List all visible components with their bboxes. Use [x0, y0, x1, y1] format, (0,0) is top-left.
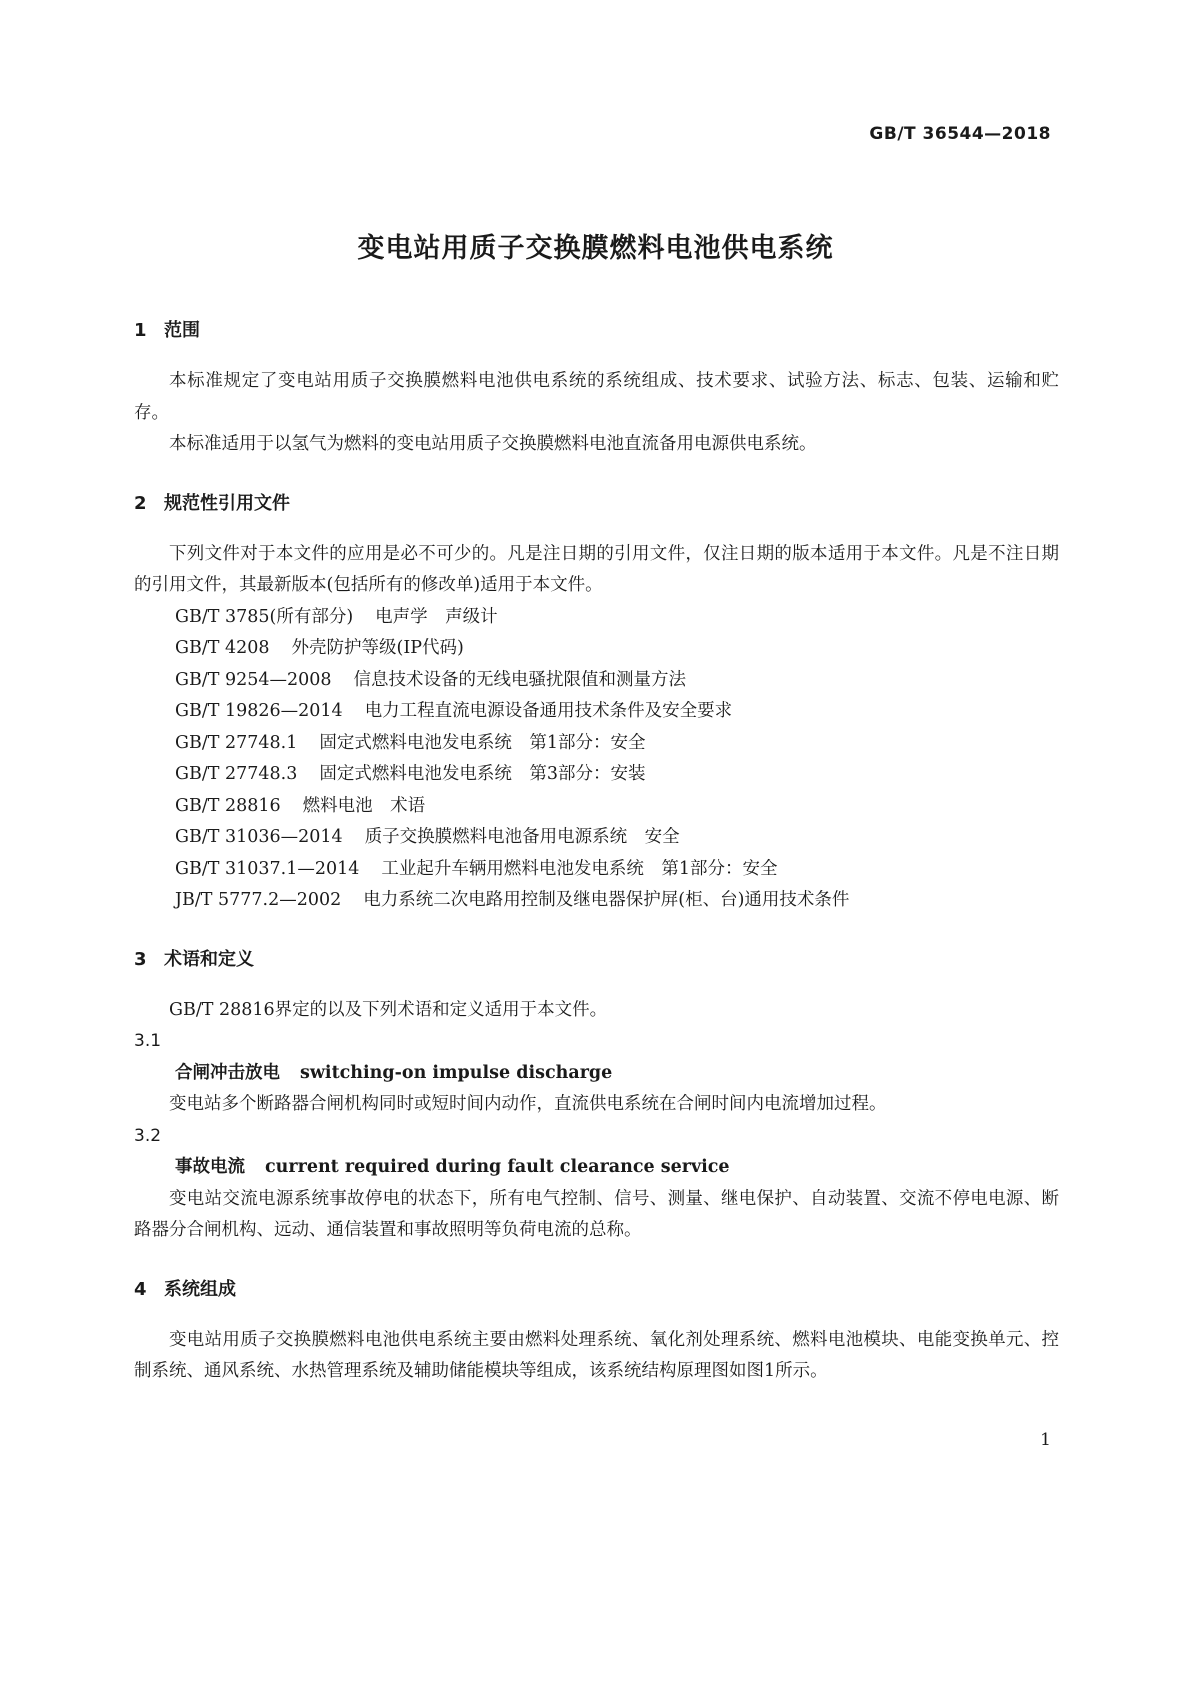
- section-number: 4: [134, 1278, 147, 1300]
- reference-item: [134, 791, 1059, 823]
- reference-code: GB/T 4208: [175, 638, 270, 658]
- reference-title: 电力系统二次电路用控制及继电器保护屏(柜、台)通用技术条件: [363, 890, 850, 910]
- reference-title: 电声学 声级计: [375, 606, 498, 627]
- section-number: 3: [134, 948, 147, 970]
- reference-title: 电力工程直流电源设备通用技术条件及安全要求: [364, 701, 733, 721]
- section-title: 系统组成: [164, 1278, 236, 1300]
- term-definition: 变电站多个断路器合闸机构同时或短时间内动作，直流供电系统在合闸时间内电流增加过程。: [169, 1094, 887, 1114]
- term-name-en: switching-on impulse discharge: [300, 1062, 613, 1083]
- page-number: 1: [1040, 1430, 1051, 1450]
- reference-item: [134, 854, 1059, 886]
- term-name-cn: 事故电流: [175, 1157, 245, 1177]
- term-number: 3.1: [134, 1031, 162, 1051]
- reference-title: 固定式燃料电池发电系统 第3部分：安装: [319, 764, 646, 784]
- reference-item: [134, 696, 1059, 728]
- reference-code: GB/T 19826—2014: [175, 701, 343, 721]
- reference-title: 固定式燃料电池发电系统 第1部分：安全: [319, 732, 646, 753]
- reference-title: 外壳防护等级(IP代码): [291, 638, 464, 658]
- section-heading: [134, 318, 1059, 344]
- section-title: 术语和定义: [164, 948, 254, 970]
- paragraph: 下列文件对于本文件的应用是必不可少的。凡是注日期的引用文件，仅注日期的版本适用于本文件。凡是不注日期的引用文件，其最新版本(包括所有的修改单)适用于本文件。: [134, 543, 1059, 595]
- paragraph: 变电站用质子交换膜燃料电池供电系统主要由燃料处理系统、氧化剂处理系统、燃料电池模块、电能变换单元、控制系统、通风系统、水热管理系统及辅助储能模块等组成，该系统结构原理图如图1所示。: [134, 1329, 1059, 1381]
- section-heading: [134, 947, 1059, 973]
- reference-item: [134, 665, 1059, 697]
- section-heading: [134, 491, 1059, 517]
- reference-title: 质子交换膜燃料电池备用电源系统 安全: [364, 827, 680, 847]
- term-name: [134, 1058, 1059, 1090]
- paragraph: 本标准规定了变电站用质子交换膜燃料电池供电系统的系统组成、技术要求、试验方法、标志、包装、运输和贮存。: [134, 371, 1059, 423]
- reference-code: GB/T 28816: [175, 795, 281, 816]
- reference-code: GB/T 27748.3: [175, 764, 298, 784]
- reference-item: [134, 885, 1059, 917]
- reference-code: JB/T 5777.2—2002: [175, 890, 342, 910]
- term-name: [134, 1152, 1059, 1184]
- reference-code: GB/T 27748.1: [175, 732, 298, 753]
- reference-code: GB/T 9254—2008: [175, 669, 332, 690]
- paragraph: GB/T 28816界定的以及下列术语和定义适用于本文件。: [169, 999, 608, 1020]
- reference-code: GB/T 31036—2014: [175, 827, 343, 847]
- reference-code: GB/T 3785(所有部分): [175, 606, 354, 627]
- section-number: 2: [134, 492, 147, 514]
- reference-title: 燃料电池 术语: [302, 795, 426, 816]
- reference-code: GB/T 31037.1—2014: [175, 858, 360, 879]
- term-number: 3.2: [134, 1125, 162, 1146]
- reference-list: [134, 602, 1059, 917]
- term-entry: [134, 1026, 1059, 1121]
- section-normative-references: [134, 491, 1059, 917]
- reference-title: 信息技术设备的无线电骚扰限值和测量方法: [353, 669, 687, 690]
- document-title: 变电站用质子交换膜燃料电池供电系统: [357, 233, 834, 264]
- reference-item: [134, 822, 1059, 854]
- section-number: 1: [134, 320, 147, 341]
- reference-item: [134, 759, 1059, 791]
- paragraph: 本标准适用于以氢气为燃料的变电站用质子交换膜燃料电池直流备用电源供电系统。: [169, 434, 817, 454]
- term-definition: 变电站交流电源系统事故停电的状态下，所有电气控制、信号、测量、继电保护、自动装置、交流不停电电源、断路器分合闸机构、远动、通信装置和事故照明等负荷电流的总称。: [134, 1188, 1059, 1240]
- document-body: [134, 318, 1059, 1388]
- section-title: 范围: [164, 320, 200, 341]
- section-system-composition: [134, 1277, 1059, 1388]
- reference-item: [134, 602, 1059, 634]
- term-name-cn: 合闸冲击放电: [175, 1062, 280, 1083]
- reference-item: [134, 728, 1059, 760]
- section-terms-definitions: [134, 947, 1059, 1247]
- reference-item: [134, 633, 1059, 665]
- term-name-en: current required during fault clearance service: [265, 1157, 730, 1177]
- section-title: 规范性引用文件: [164, 492, 290, 514]
- standard-code: GB/T 36544—2018: [869, 124, 1051, 144]
- reference-title: 工业起升车辆用燃料电池发电系统 第1部分：安全: [381, 858, 778, 879]
- section-scope: [134, 318, 1059, 461]
- term-entry: [134, 1121, 1059, 1247]
- section-heading: [134, 1277, 1059, 1303]
